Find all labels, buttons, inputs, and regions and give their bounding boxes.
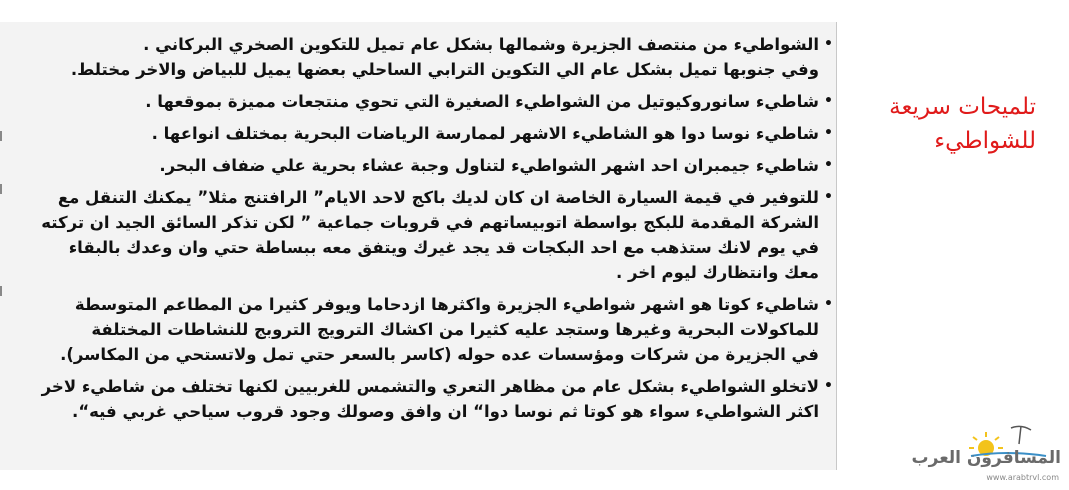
bullet-dot-icon: • xyxy=(824,189,833,205)
edge-tick xyxy=(0,184,2,194)
bullet-text-line: اكثر الشواطيء سواء هو كوتا ثم نوسا دوا“ ان وافق وصولك وجود قروب سياحي غربي فيه“. xyxy=(72,402,819,421)
bullet-dot-icon: • xyxy=(824,157,833,173)
bullet-text-line: في يوم لانك ستذهب مع احد البكجات قد يجد غيرك ويتفق معه ببساطة حتي وان وعدك بالبقاء xyxy=(68,238,819,257)
bullet-dot-icon: • xyxy=(824,36,833,52)
bullet-text-line: للماكولات البحرية وغيرها وستجد عليه كثيرا من اكشاك الترويج التروبج للنشاطات المختلفة xyxy=(91,320,819,339)
bullet-text-line: الشواطيء من منتصف الجزيرة وشمالها بشكل عام تميل للتكوين الصخري البركاني . xyxy=(143,35,819,54)
bullet-text-line: شاطيء سانوروكيوتيل من الشواطيء الصغيرة التي تحوي منتجعات مميزة بموقعها . xyxy=(145,92,819,111)
bullet-text-line: معك وانتظارك ليوم اخر . xyxy=(615,263,819,282)
bullet-item xyxy=(11,185,831,285)
bullet-text-line: شاطيء نوسا دوا هو الشاطيء الاشهر لممارسة الرياضات البحرية بمختلف انواعها . xyxy=(151,124,819,143)
title-panel xyxy=(836,22,1069,470)
logo-text: المسافرون العرب xyxy=(911,448,1061,468)
bullet-item xyxy=(11,89,831,114)
bullet-text-line: في الجزيرة من شركات ومؤسسات عده حوله (كاسر بالسعر حتي تمل ولاتستحي من المكاسر). xyxy=(60,345,819,364)
bullet-text-line: شاطيء كوتا هو اشهر شواطيء الجزيرة واكثرها ازدحاما ويوفر كثيرا من المطاعم المتوسطة xyxy=(74,295,819,314)
bullet-dot-icon: • xyxy=(824,125,833,141)
logo-url: www.arabtrvl.com xyxy=(986,473,1059,482)
bullet-item xyxy=(11,32,831,82)
bullet-text-line: لاتخلو الشواطيء بشكل عام من مظاهر التعري والتشمس للغربيين لكنها تختلف من شاطيء لاخر xyxy=(41,377,819,396)
bullet-text-line: وفي جنوبها تميل بشكل عام الي التكوين الترابي الساحلي بعضها يميل للبياض والاخر مختلط. xyxy=(70,60,819,79)
bullet-dot-icon: • xyxy=(824,296,833,312)
bullet-item xyxy=(11,153,831,178)
bullet-text-line: شاطيء جيمبران احد اشهر الشواطيء لتناول وجبة عشاء بحرية علي ضفاف البحر. xyxy=(159,156,819,175)
bullet-dot-icon: • xyxy=(824,93,833,109)
bullet-list xyxy=(11,32,831,431)
slide-title xyxy=(846,90,1036,158)
bullet-item xyxy=(11,374,831,424)
bullet-text-line: للتوفير في قيمة السيارة الخاصة ان كان لديك باكج لاحد الايام” الرافتنج مثلا” يمكنك التنقل مع xyxy=(57,188,819,207)
title-line-1: تلميحات سريعة xyxy=(889,94,1036,120)
edge-tick xyxy=(0,286,2,296)
bullet-item xyxy=(11,121,831,146)
bullet-text-line: الشركة المقدمة للبكج بواسطة اتوبيساتهم في قروبات جماعية ” لكن تذكر السائق الجيد ان تركته xyxy=(41,213,819,232)
bullet-dot-icon: • xyxy=(824,378,833,394)
title-line-2: للشواطيء xyxy=(934,128,1036,154)
edge-tick xyxy=(0,131,2,141)
bullet-item xyxy=(11,292,831,367)
